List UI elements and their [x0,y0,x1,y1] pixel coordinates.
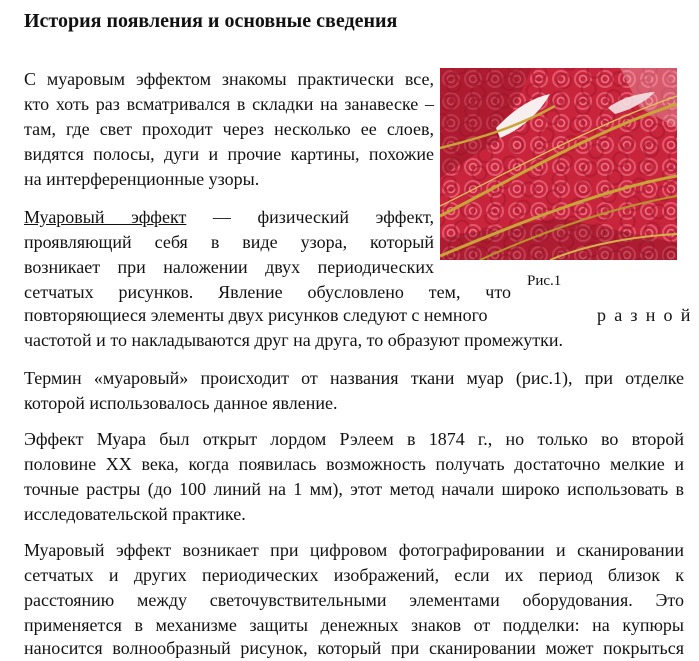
text-line: которой использовалось данное явление. [24,393,338,413]
text-line: разной [597,305,699,325]
text-line: расстоянию между светочувствительными элементами оборудования. Это [24,590,684,610]
figure-moire-fabric [440,68,677,260]
text-line: повторяющиеся элементы двух рисунков следуют с немного [24,305,488,325]
term-link[interactable]: Муаровый эффект [24,207,187,227]
text-line: точные растры (до 100 линий на 1 мм), этот метод начали широко использовать в [24,479,684,499]
figure-caption: Рис.1 [527,273,562,289]
text-line [24,205,434,230]
text-line: на интерференционные узоры. [24,169,260,189]
text-line: С муаровым эффектом знакомы практически все, [24,69,434,89]
text-line: там, где свет проходит через несколько ее слоев, [24,119,434,139]
text-line: кто хоть раз всматривался в складки на занавеске – [24,94,434,114]
text-line: частотой и то накладываются друг на друга, то образуют промежутки. [24,330,564,350]
text-line: исследовательской практике. [24,504,246,524]
text-line: Термин «муаровый» происходит от названия ткани муар (рис.1), при отделке [24,368,684,388]
text-line: Эффект Муара был открыт лордом Рэлеем в 1874 г., но только во второй [24,429,684,449]
text-line: проявляющий себя в виде узора, который [24,232,434,252]
term-definition: — физический эффект, [186,207,434,227]
page-title: История появления и основные сведения [24,10,398,32]
text-line: возникает при наложении двух периодических [24,257,434,277]
text-line: половине XX века, когда появилась возможность получать достаточно мелкие и [24,454,684,474]
text-line: применяется в механизме защиты денежных знаков от подделки: на купюры [24,615,684,635]
text-line: наносится волнообразный рисунок, который при сканировании может покрыться [24,638,684,658]
text-line: сетчатых рисунков. Явление обусловлено тем, что [24,282,511,302]
text-line: видятся полосы, дуги и прочие картины, похожие [24,144,434,164]
moire-fabric-image [440,68,677,260]
text-line: сетчатых и других периодических изображений, если их период близок к [24,565,684,585]
text-line: Муаровый эффект возникает при цифровом фотографировании и сканировании [24,540,684,560]
